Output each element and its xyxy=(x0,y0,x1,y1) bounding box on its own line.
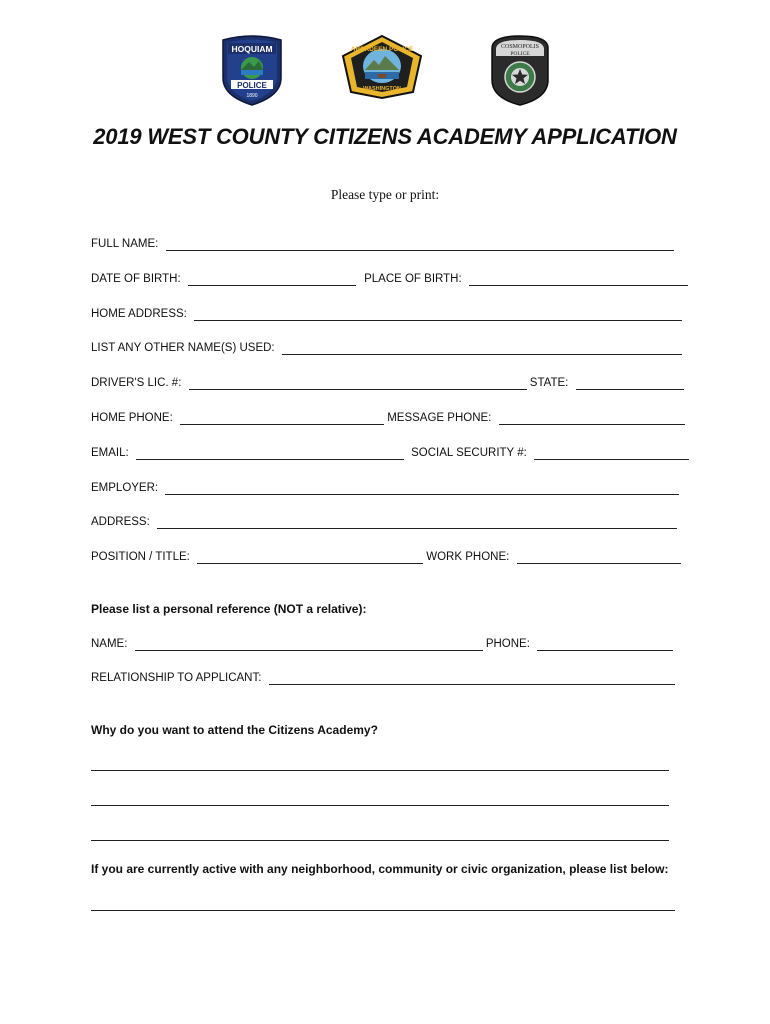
state-field[interactable] xyxy=(576,378,684,390)
aberdeen-police-patch xyxy=(341,34,423,100)
email-field[interactable] xyxy=(136,448,404,460)
employer-row xyxy=(91,481,679,495)
svg-text:WASHINGTON: WASHINGTON xyxy=(363,86,401,92)
relationship-row xyxy=(91,671,675,685)
reference-heading: Please list a personal reference (NOT a relative): xyxy=(91,602,367,616)
full-name-field[interactable] xyxy=(166,239,674,251)
employer-address-row xyxy=(91,515,677,529)
relationship-label: RELATIONSHIP TO APPLICANT: xyxy=(91,672,262,684)
work-phone-label: WORK PHONE: xyxy=(426,551,510,563)
phone-row xyxy=(91,411,685,425)
drivers-license-field[interactable] xyxy=(189,378,527,390)
employer-address-label: ADDRESS: xyxy=(91,516,150,528)
email-label: EMAIL: xyxy=(91,447,129,459)
state-label: STATE: xyxy=(529,377,569,389)
full-name-row xyxy=(91,237,674,251)
place-of-birth-field[interactable] xyxy=(469,274,688,286)
form-instructions: Please type or print: xyxy=(330,187,440,202)
home-phone-field[interactable] xyxy=(180,413,384,425)
reference-name-field[interactable] xyxy=(135,639,483,651)
why-attend-line-2[interactable] xyxy=(91,805,669,806)
reference-name-label: NAME: xyxy=(91,638,128,650)
place-of-birth-label: PLACE OF BIRTH: xyxy=(364,273,462,285)
drivers-license-label: DRIVER'S LIC. #: xyxy=(91,377,182,389)
position-title-field[interactable] xyxy=(197,552,423,564)
why-attend-heading: Why do you want to attend the Citizens Academy? xyxy=(91,723,378,737)
why-attend-line-1[interactable] xyxy=(91,770,669,771)
why-attend-line-3[interactable] xyxy=(91,840,669,841)
full-name-label: FULL NAME: xyxy=(91,238,159,250)
work-phone-field[interactable] xyxy=(517,552,681,564)
employer-address-field[interactable] xyxy=(157,517,677,529)
cosmopolis-police-patch xyxy=(488,34,552,106)
employer-field[interactable] xyxy=(165,483,679,495)
home-address-row xyxy=(91,307,682,321)
reference-phone-label: PHONE: xyxy=(485,638,530,650)
organizations-heading: If you are currently active with any neighborhood, community or civic organization, please list below: xyxy=(91,862,669,876)
svg-text:POLICE: POLICE xyxy=(510,51,530,57)
other-names-row xyxy=(91,341,682,355)
employer-label: EMPLOYER: xyxy=(91,482,159,494)
form-title: 2019 WEST COUNTY CITIZENS ACADEMY APPLICATION xyxy=(93,124,677,149)
svg-text:ABERDEEN POLICE: ABERDEEN POLICE xyxy=(350,46,414,53)
message-phone-field[interactable] xyxy=(499,413,685,425)
birth-row xyxy=(91,272,688,286)
agency-badges xyxy=(0,34,770,108)
date-of-birth-label: DATE OF BIRTH: xyxy=(91,273,181,285)
drivers-license-row xyxy=(91,376,684,390)
position-title-label: POSITION / TITLE: xyxy=(91,551,190,563)
organizations-line-1[interactable] xyxy=(91,910,675,911)
date-of-birth-field[interactable] xyxy=(188,274,356,286)
reference-phone-field[interactable] xyxy=(537,639,673,651)
home-address-field[interactable] xyxy=(194,309,682,321)
svg-text:POLICE: POLICE xyxy=(237,81,267,90)
home-phone-label: HOME PHONE: xyxy=(91,412,173,424)
message-phone-label: MESSAGE PHONE: xyxy=(387,412,492,424)
social-security-label: SOCIAL SECURITY #: xyxy=(411,447,527,459)
social-security-field[interactable] xyxy=(534,448,689,460)
reference-name-row xyxy=(91,637,673,651)
hoquiam-police-badge xyxy=(219,34,285,106)
email-row xyxy=(91,446,689,460)
svg-text:1890: 1890 xyxy=(246,93,258,99)
other-names-label: LIST ANY OTHER NAME(S) USED: xyxy=(91,342,275,354)
position-row xyxy=(91,550,681,564)
home-address-label: HOME ADDRESS: xyxy=(91,308,187,320)
other-names-field[interactable] xyxy=(282,343,682,355)
svg-text:COSMOPOLIS: COSMOPOLIS xyxy=(500,44,540,50)
relationship-field[interactable] xyxy=(269,673,675,685)
svg-text:HOQUIAM: HOQUIAM xyxy=(231,44,273,54)
